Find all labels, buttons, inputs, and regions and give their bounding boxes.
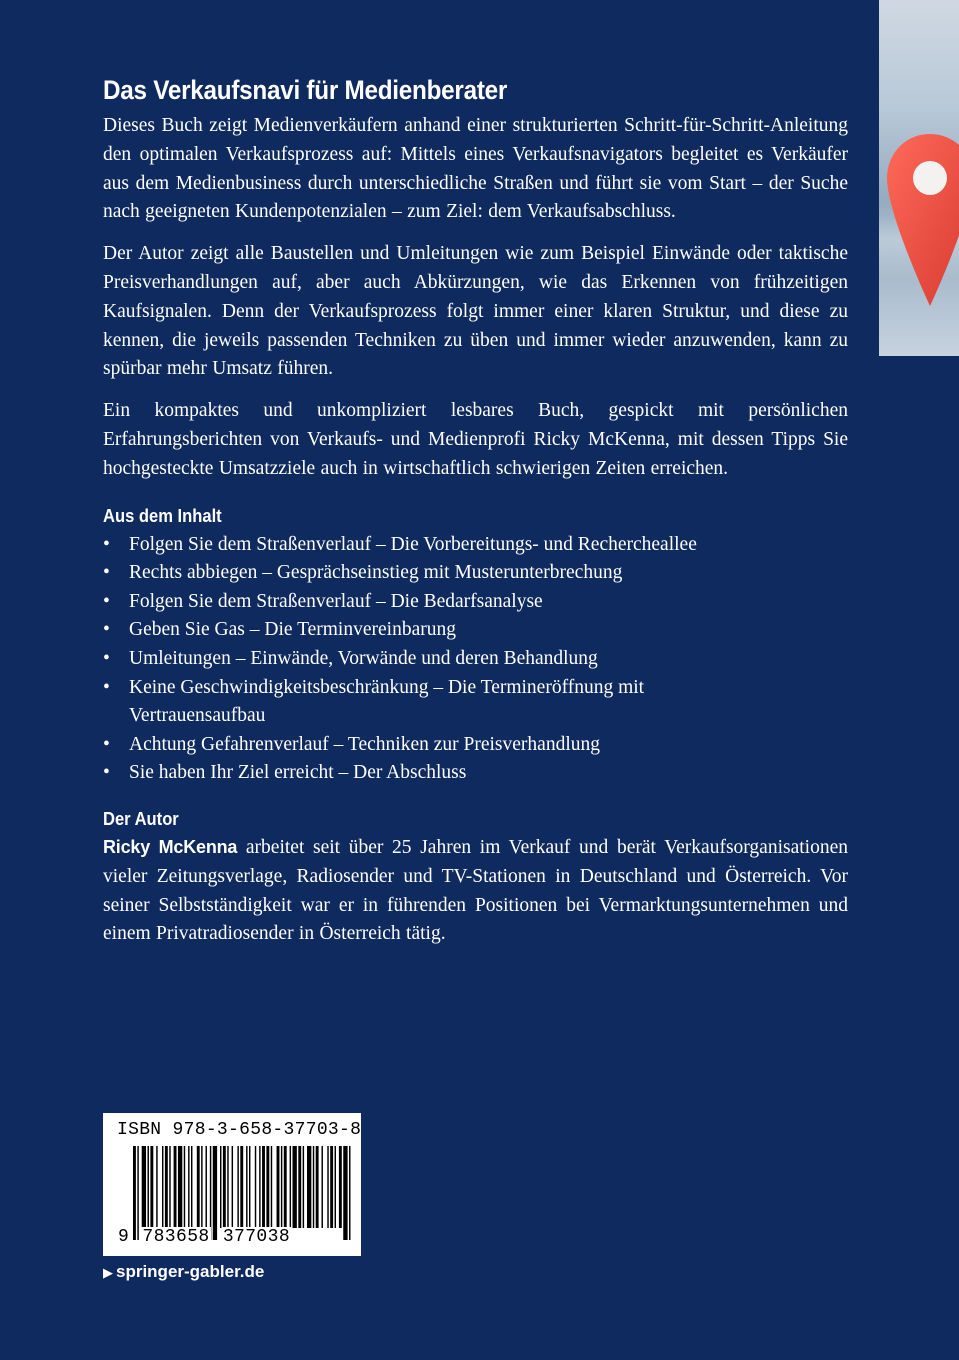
barcode-bar — [220, 1146, 221, 1228]
author-bio-text: arbeitet seit über 25 Jahren im Verkauf und berät Verkaufsorganisationen vieler Zeitungsverlage, Radiosender und TV-Stationen in Deutschland und Österreich. Vor seiner Selbstständigkeit war er in führenden Positionen bei Vermarktungsunternehmen und einem Privatradiosender in Österreich tätig. — [103, 836, 848, 945]
book-title: Das Verkaufsnavi für Medienberater — [103, 75, 508, 105]
barcode-bar — [162, 1146, 163, 1228]
contents-heading: Aus dem Inhalt — [103, 505, 222, 526]
contents-item: • Keine Geschwindigkeitsbeschränkung – Die Terminеröffnung mit Vertrauensaufbau — [103, 674, 729, 731]
ean-right-digits: 377038 — [222, 1227, 291, 1247]
barcode-bar — [281, 1146, 282, 1228]
ean-first-digit: 9 — [118, 1227, 130, 1247]
description — [103, 112, 848, 484]
contents-item: • Umleitungen – Einwände, Vorwände und deren Behandlung — [103, 645, 848, 674]
barcode-bar — [137, 1146, 138, 1240]
barcode-bar — [293, 1146, 297, 1228]
barcode-bar — [227, 1146, 228, 1228]
barcode-bar — [246, 1146, 247, 1228]
barcode-bar — [327, 1146, 328, 1228]
ean-digits — [117, 1227, 291, 1247]
barcode-bar — [277, 1146, 280, 1228]
barcode-bar — [191, 1146, 192, 1228]
barcode-bar — [174, 1146, 177, 1228]
barcode-bar — [262, 1146, 265, 1228]
barcode-bar — [307, 1146, 311, 1228]
contents-item: • Folgen Sie dem Straßenverlauf – Die Vorbereitungs- und Rechercheallee — [103, 531, 848, 560]
barcode-bar — [156, 1146, 157, 1228]
barcode-bar — [223, 1146, 226, 1228]
barcode-bar — [330, 1146, 333, 1228]
barcode-bar — [255, 1146, 256, 1228]
publisher-website[interactable] — [103, 1262, 264, 1282]
barcode-bar — [316, 1146, 319, 1228]
barcode-bar — [184, 1146, 185, 1228]
barcode-bar — [249, 1146, 250, 1228]
author-name: Ricky McKenna — [103, 836, 238, 857]
contents-item: • Geben Sie Gas – Die Terminvereinbarung — [103, 616, 848, 645]
barcode-bar — [150, 1146, 153, 1228]
barcode-bars — [133, 1146, 351, 1240]
barcode-bar — [322, 1146, 323, 1228]
barcode-bar — [313, 1146, 314, 1228]
barcode-bar — [210, 1146, 211, 1240]
isbn-barcode — [103, 1113, 361, 1256]
barcode-bar — [148, 1146, 149, 1228]
barcode-bar — [349, 1146, 350, 1240]
barcode-bar — [142, 1146, 146, 1228]
author-bio — [103, 833, 848, 949]
barcode-bar — [240, 1146, 243, 1228]
barcode-bar — [271, 1146, 272, 1228]
contents-item: • Sie haben Ihr Ziel erreicht – Der Abschluss — [103, 759, 848, 788]
barcode-bar — [259, 1146, 260, 1228]
barcode-bar — [188, 1146, 189, 1228]
description-paragraph-1: Dieses Buch zeigt Medienverkäufern anhand einer strukturierten Schritt-für-Schritt-Anleitung den optimalen Verkaufsprozess auf: Mittels eines Verkaufsnavigators begleitet es Verkäufer aus dem Medienbusiness durch unterschiedliche Straßen und führt sie vom Start – der Suche nach geeigneten Kundenpotenzialen – zum Ziel: dem Verkaufsabschluss. — [103, 115, 848, 223]
ean-left-digits: 783658 — [142, 1227, 210, 1247]
description-paragraph-3: Ein kompaktes und unkompliziert lesbares Buch, gespickt mit persönlichen Erfahrungsberichten von Verkaufs- und Medienprofi Ricky McKenna, mit dessen Tipps Sie hochgesteckte Umsatzziele auch in wirtschaftlich schwierigen Zeiten erreichen. — [103, 400, 848, 479]
contents-item: • Folgen Sie dem Straßenverlauf – Die Bedarfsanalyse — [103, 588, 848, 617]
website-link[interactable]: springer-gabler.de — [116, 1262, 265, 1281]
contents-list — [103, 531, 848, 788]
barcode-bar — [284, 1146, 287, 1228]
cover-photo-strip — [879, 0, 959, 356]
barcode-bar — [335, 1146, 336, 1228]
barcode-bar — [266, 1146, 269, 1228]
barcode-bar — [165, 1146, 168, 1228]
barcode-bar — [169, 1146, 170, 1228]
barcode-bar — [197, 1146, 200, 1228]
barcode-bar — [237, 1146, 238, 1228]
barcode-bar — [303, 1146, 304, 1228]
barcode-bar — [339, 1146, 342, 1228]
author-heading: Der Autor — [103, 808, 179, 829]
barcode-bar — [201, 1146, 202, 1228]
isbn-label: ISBN 978-3-658-37703-8 — [117, 1120, 362, 1140]
location-pin-icon — [887, 128, 959, 318]
back-cover-text — [103, 70, 848, 949]
barcode-bar — [206, 1146, 207, 1228]
description-paragraph-2: Der Autor zeigt alle Baustellen und Umleitungen wie zum Beispiel Einwände oder taktische Preisverhandlungen auf, aber auch Abkürzungen, wie das Erkennen von frühzeitigen Kaufsignalen. Denn der Verkaufsprozess folgt immer einer klaren Struktur, und diese zu kennen, die jeweils passenden Techniken zu üben und immer wieder anzuwenden, kann zu spürbar mehr Umsatz führen. — [103, 243, 848, 380]
barcode-bar — [133, 1146, 136, 1240]
barcode-bar — [178, 1146, 182, 1228]
triangle-right-icon: ▶ — [103, 1265, 113, 1280]
contents-item: • Rechts abbiegen – Gesprächseinstieg mit Musterunterbrechung — [103, 559, 848, 588]
contents-item: • Achtung Gefahrenverlauf – Techniken zur Preisverhandlung — [103, 731, 848, 760]
barcode-bar — [213, 1146, 217, 1240]
barcode-bar — [343, 1146, 347, 1240]
barcode-bar — [290, 1146, 291, 1228]
barcode-bar — [298, 1146, 301, 1228]
barcode-bar — [232, 1146, 233, 1228]
